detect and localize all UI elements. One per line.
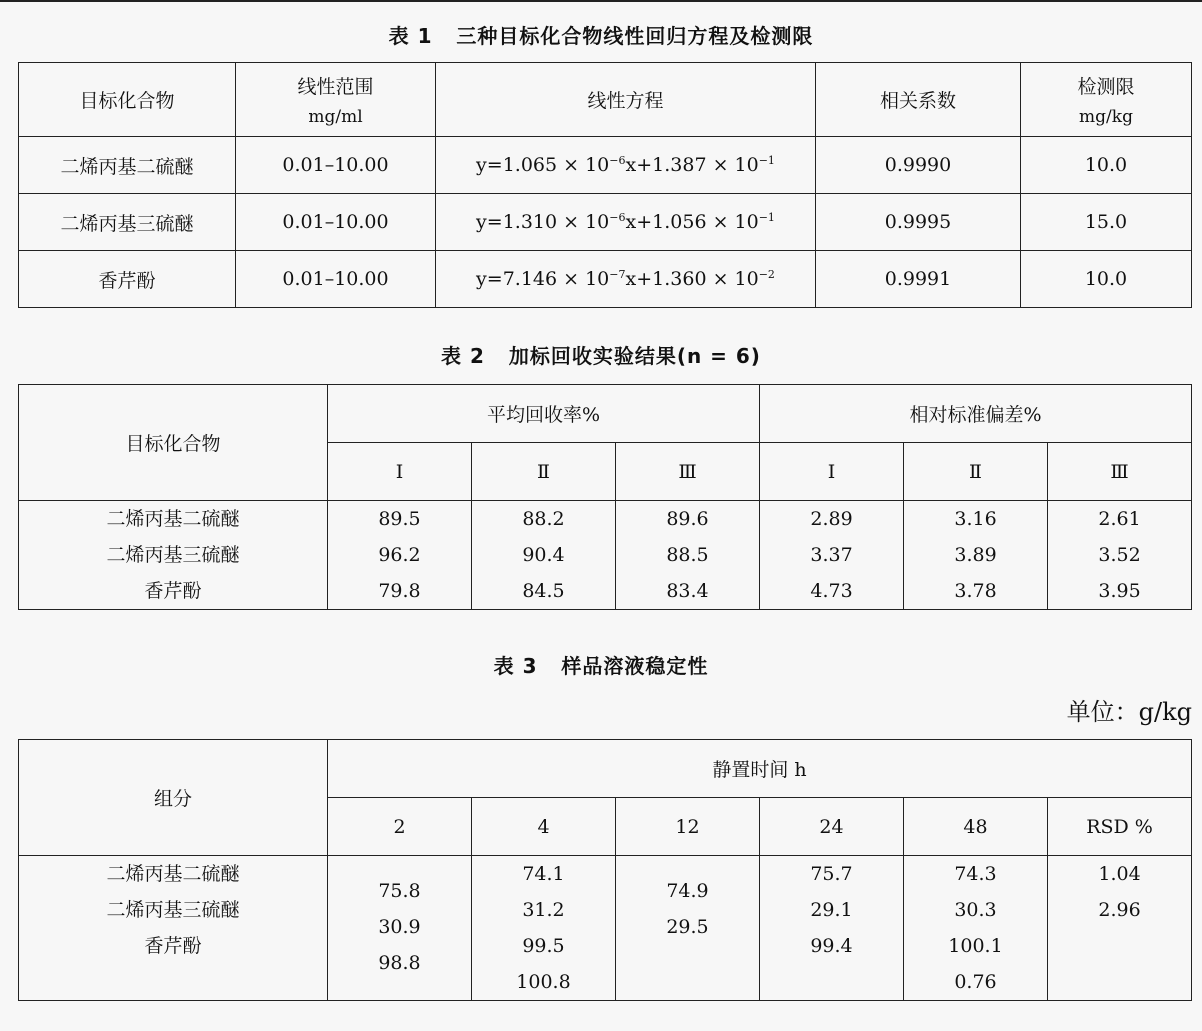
table2-data-row	[19, 501, 1192, 610]
linear-range: 0.01–10.00	[236, 251, 436, 308]
value-cell: 89.6	[666, 508, 709, 530]
value-cell: 3.89	[954, 544, 997, 566]
value-cell: 100.1	[948, 935, 1003, 957]
linear-equation: $y=1.065 \times 10^{-6}x+1.387 \times 10^{-1}$	[436, 137, 816, 194]
table3-caption: 表 3 样品溶液稳定性	[493, 654, 709, 678]
time-4h	[472, 856, 616, 1001]
rsd-level-1	[760, 501, 904, 610]
linear-equation: $y=7.146 \times 10^{-7}x+1.360 \times 10^{-2}$	[436, 251, 816, 308]
header-rsd: RSD %	[1048, 798, 1192, 856]
value-cell: 88.2	[522, 508, 565, 530]
value-cell: 75.8	[378, 880, 421, 902]
value-cell: 4.73	[810, 580, 853, 602]
compound-name: 二烯丙基三硫醚	[106, 544, 240, 566]
value-cell: 83.4	[666, 580, 709, 602]
recovery-level-3	[616, 501, 760, 610]
compound-name: 香芹酚	[144, 580, 202, 602]
table-row	[19, 137, 1192, 194]
header-time: 4	[472, 798, 616, 856]
header-compound: 目标化合物	[19, 63, 236, 137]
recovery-level-2	[472, 501, 616, 610]
header-time: 24	[760, 798, 904, 856]
value-cell: 1.04	[1098, 863, 1141, 885]
value-cell: 3.52	[1098, 544, 1141, 566]
value-cell: 3.95	[1098, 580, 1141, 602]
rsd-level-2	[904, 501, 1048, 610]
value-cell: 29.5	[666, 916, 709, 938]
rsd-level-3	[1048, 501, 1192, 610]
header-level: Ⅱ	[904, 443, 1048, 501]
table3-data-row	[19, 856, 1192, 1001]
header-time: 12	[616, 798, 760, 856]
correlation-coefficient: 0.9991	[816, 251, 1021, 308]
header-level: Ⅰ	[328, 443, 472, 501]
value-cell: 89.5	[378, 508, 421, 530]
value-cell: 90.4	[522, 544, 565, 566]
table1-linear-regression	[18, 62, 1192, 308]
compound-name: 二烯丙基二硫醚	[106, 508, 240, 530]
table2-spiked-recovery	[18, 384, 1192, 610]
detection-limit: 10.0	[1021, 137, 1192, 194]
header-equation: 线性方程	[436, 63, 816, 137]
value-cell: 74.3	[954, 863, 997, 885]
table3-header-row	[19, 740, 1192, 798]
component-name: 二烯丙基三硫醚	[106, 899, 240, 921]
time-24h	[760, 856, 904, 1001]
header-standing-time: 静置时间 h	[328, 740, 1192, 798]
compound-list	[19, 501, 328, 610]
header-range-unit: mg/ml	[308, 107, 363, 127]
recovery-level-1	[328, 501, 472, 610]
table1-caption: 表 1 三种目标化合物线性回归方程及检测限	[388, 24, 814, 48]
value-cell: 2.89	[810, 508, 853, 530]
header-correlation: 相关系数	[816, 63, 1021, 137]
header-level: Ⅲ	[616, 443, 760, 501]
detection-limit: 15.0	[1021, 194, 1192, 251]
value-cell: 30.3	[954, 899, 997, 921]
correlation-coefficient: 0.9995	[816, 194, 1021, 251]
value-cell: 0.76	[954, 971, 997, 993]
value-cell: 74.1	[522, 863, 565, 885]
correlation-coefficient: 0.9990	[816, 137, 1021, 194]
compound-name: 二烯丙基二硫醚	[19, 137, 236, 194]
rsd-percent	[1048, 856, 1192, 1001]
header-avg-recovery: 平均回收率%	[328, 385, 760, 443]
header-level: Ⅱ	[472, 443, 616, 501]
component-list	[19, 856, 328, 1001]
header-linear-range	[236, 63, 436, 137]
value-cell: 99.5	[522, 935, 565, 957]
time-12h	[616, 856, 760, 1001]
time-2h	[328, 856, 472, 1001]
table-row	[19, 194, 1192, 251]
linear-equation: $y=1.310 \times 10^{-6}x+1.056 \times 10^{-1}$	[436, 194, 816, 251]
value-cell: 96.2	[378, 544, 421, 566]
value-cell: 29.1	[810, 899, 853, 921]
value-cell: 88.5	[666, 544, 709, 566]
value-cell: 98.8	[378, 952, 421, 974]
table3-unit: 单位：g/kg	[1066, 698, 1192, 726]
table2-caption: 表 2 加标回收实验结果(n = 6)	[441, 344, 761, 368]
linear-range: 0.01–10.00	[236, 137, 436, 194]
header-lod-unit: mg/kg	[1079, 107, 1133, 127]
header-range-label: 线性范围	[297, 76, 374, 98]
value-cell: 2.96	[1098, 899, 1141, 921]
header-lod	[1021, 63, 1192, 137]
compound-name: 二烯丙基三硫醚	[19, 194, 236, 251]
value-cell: 74.9	[666, 880, 709, 902]
value-cell: 79.8	[378, 580, 421, 602]
header-level: Ⅰ	[760, 443, 904, 501]
table3-solution-stability	[18, 739, 1192, 1001]
value-cell: 31.2	[522, 899, 565, 921]
value-cell: 3.16	[954, 508, 997, 530]
header-level: Ⅲ	[1048, 443, 1192, 501]
value-cell: 3.37	[810, 544, 853, 566]
component-name: 香芹酚	[144, 935, 202, 957]
component-name: 二烯丙基二硫醚	[106, 863, 240, 885]
header-lod-label: 检测限	[1077, 76, 1135, 98]
header-component: 组分	[19, 740, 328, 856]
value-cell: 2.61	[1098, 508, 1141, 530]
compound-name: 香芹酚	[19, 251, 236, 308]
header-time: 2	[328, 798, 472, 856]
page-top-border	[0, 0, 1202, 2]
header-compound: 目标化合物	[19, 385, 328, 501]
header-rsd: 相对标准偏差%	[760, 385, 1192, 443]
header-time: 48	[904, 798, 1048, 856]
table2-header-row	[19, 385, 1192, 443]
detection-limit: 10.0	[1021, 251, 1192, 308]
linear-range: 0.01–10.00	[236, 194, 436, 251]
time-48h	[904, 856, 1048, 1001]
value-cell: 75.7	[810, 863, 853, 885]
value-cell: 30.9	[378, 916, 421, 938]
value-cell: 100.8	[516, 971, 571, 993]
value-cell: 84.5	[522, 580, 565, 602]
table-row	[19, 251, 1192, 308]
value-cell: 99.4	[810, 935, 853, 957]
table1-header-row	[19, 63, 1192, 137]
value-cell: 3.78	[954, 580, 997, 602]
